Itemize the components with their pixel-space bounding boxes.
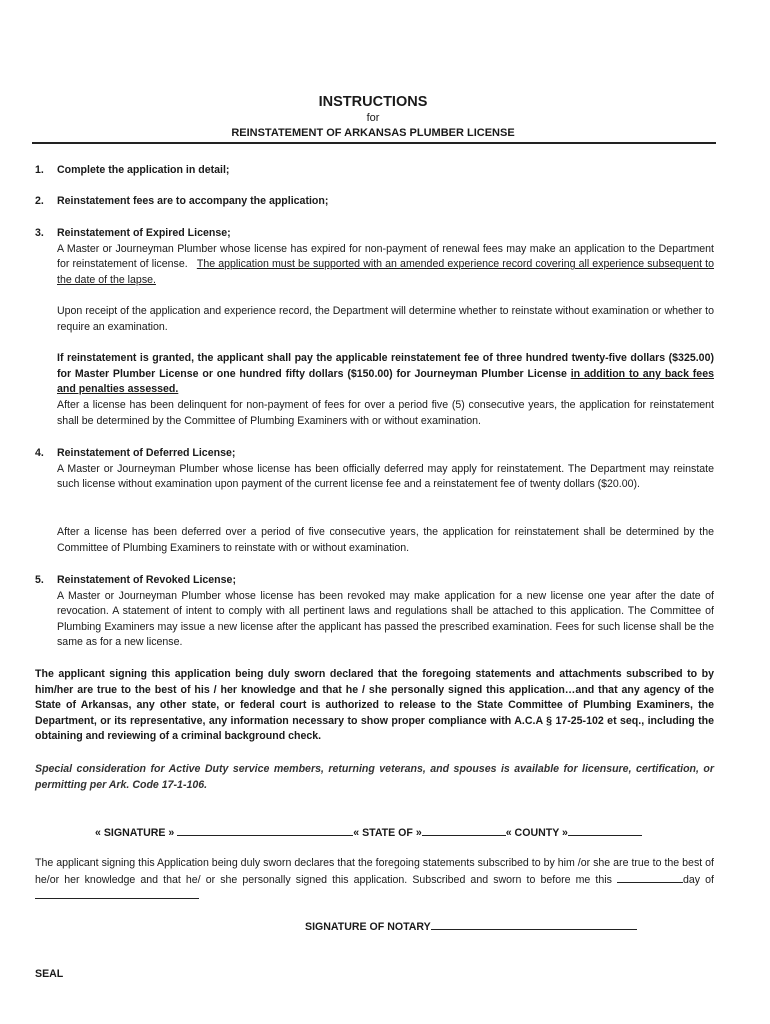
page-title: INSTRUCTIONS	[318, 94, 428, 110]
item-3-section	[57, 226, 714, 288]
county-field[interactable]	[568, 825, 642, 836]
header-rule	[32, 142, 716, 144]
item-1-text: Complete the application in detail;	[57, 164, 230, 176]
item-1-number: 1.	[35, 164, 44, 176]
item-3-fee-paragraph	[57, 351, 714, 398]
item-4-number: 4.	[35, 447, 44, 459]
notary-signature-field[interactable]	[431, 919, 637, 930]
item-4-heading: Reinstatement of Deferred License;	[57, 447, 236, 459]
declaration-paragraph: The applicant signing this application being duly sworn declared that the foregoing statements and attachments subscribed to by him/her are true to the best of his / her knowledge and that he / she personally signed this application…and that any agency of the State of Arkansas, any other state, or federal court is authorized to release to the State Committee of Plumbing Examiners, the Department, or its representative, any information necessary to show proper compliance with A.C.A § 17-25-102 et seq., including the obtaining and reviewing of a criminal background check.	[35, 668, 714, 743]
oath-paragraph	[35, 856, 714, 905]
item-3-p1a: A Master or Journeyman Plumber whose license has expired for non-payment of renewal fees may make an application to the Department for reinstatement of license.	[57, 242, 714, 271]
page-subtitle: REINSTATEMENT OF ARKANSAS PLUMBER LICENSE	[231, 127, 515, 139]
item-5-heading: Reinstatement of Revoked License;	[57, 574, 236, 586]
oath-text: The applicant signing this Application being duly sworn declares that the foregoing statements subscribed to by him /or she are true to the best of he/or her knowledge and that he/ or she personally signed this application. Subscribed and sworn to before me this	[35, 857, 714, 886]
item-4-p1: A Master or Journeyman Plumber whose license has been officially deferred may apply for reinstatement. The Department may reinstate such license without examination upon payment of the current license fee and a reinstatement fee of twenty dollars ($20.00).	[57, 462, 714, 491]
state-field[interactable]	[422, 825, 506, 836]
item-3-p3b: in addition to any back fees and penalties assessed.	[57, 367, 714, 396]
special-consideration: Special consideration for Active Duty service members, returning veterans, and spouses is available for licensure, certification, or permitting per Ark. Code 17-1-106.	[35, 763, 714, 791]
item-3-p2: Upon receipt of the application and experience record, the Department will determine whether to reinstate without examination or whether to require an examination.	[57, 305, 714, 333]
item-3-p1b: The application must be supported with an amended experience record covering all experience subsequent to the date of the lapse.	[57, 258, 714, 286]
title-for: for	[366, 112, 380, 124]
item-5-number: 5.	[35, 574, 44, 586]
seal-label: SEAL	[35, 968, 64, 980]
county-label: « COUNTY »	[505, 827, 568, 839]
item-3-p4: After a license has been delinquent for non-payment of fees for over a period five (5) consecutive years, the application for reinstatement shall be determined by the Committee of Plumbing Examiners with or without examination.	[57, 399, 714, 427]
signature-label: « SIGNATURE »	[95, 827, 175, 839]
signature-field[interactable]	[177, 825, 353, 836]
item-3-number: 3.	[35, 227, 44, 239]
item-4-section	[57, 446, 714, 493]
notary-row	[305, 919, 637, 936]
notary-label: SIGNATURE OF NOTARY	[305, 921, 431, 933]
oath-month-field[interactable]	[35, 888, 199, 899]
item-3-heading: Reinstatement of Expired License;	[57, 227, 231, 239]
item-3-p3a: If reinstatement is granted, the applicant shall pay the applicable reinstatement fee of three hundred twenty-five dollars ($325.00) for Master Plumber License or one hundred fifty dollars ($150.00) for Journeyman Plumber License	[57, 352, 714, 380]
item-2-text: Reinstatement fees are to accompany the application;	[57, 195, 329, 207]
item-2-number: 2.	[35, 195, 44, 207]
state-label: « STATE OF »	[353, 827, 422, 839]
oath-day-label: day of	[682, 873, 714, 886]
item-5-p1: A Master or Journeyman Plumber whose license has been revoked may make application for a new license one year after the date of revocation. A statement of intent to comply with all pertinent laws and regulations shall be attached to this application. The Committee of Plumbing Examiners may issue a new license after the applicant has passed the prescribed examination. Fees for such license shall be the same as for a new license.	[57, 589, 714, 649]
oath-day-field[interactable]	[617, 872, 683, 883]
item-5-section	[57, 573, 714, 651]
signature-row	[95, 825, 715, 842]
item-4-p2: After a license has been deferred over a period of five consecutive years, the application for reinstatement shall be determined by the Committee of Plumbing Examiners to reinstate with or without examination.	[57, 526, 714, 554]
